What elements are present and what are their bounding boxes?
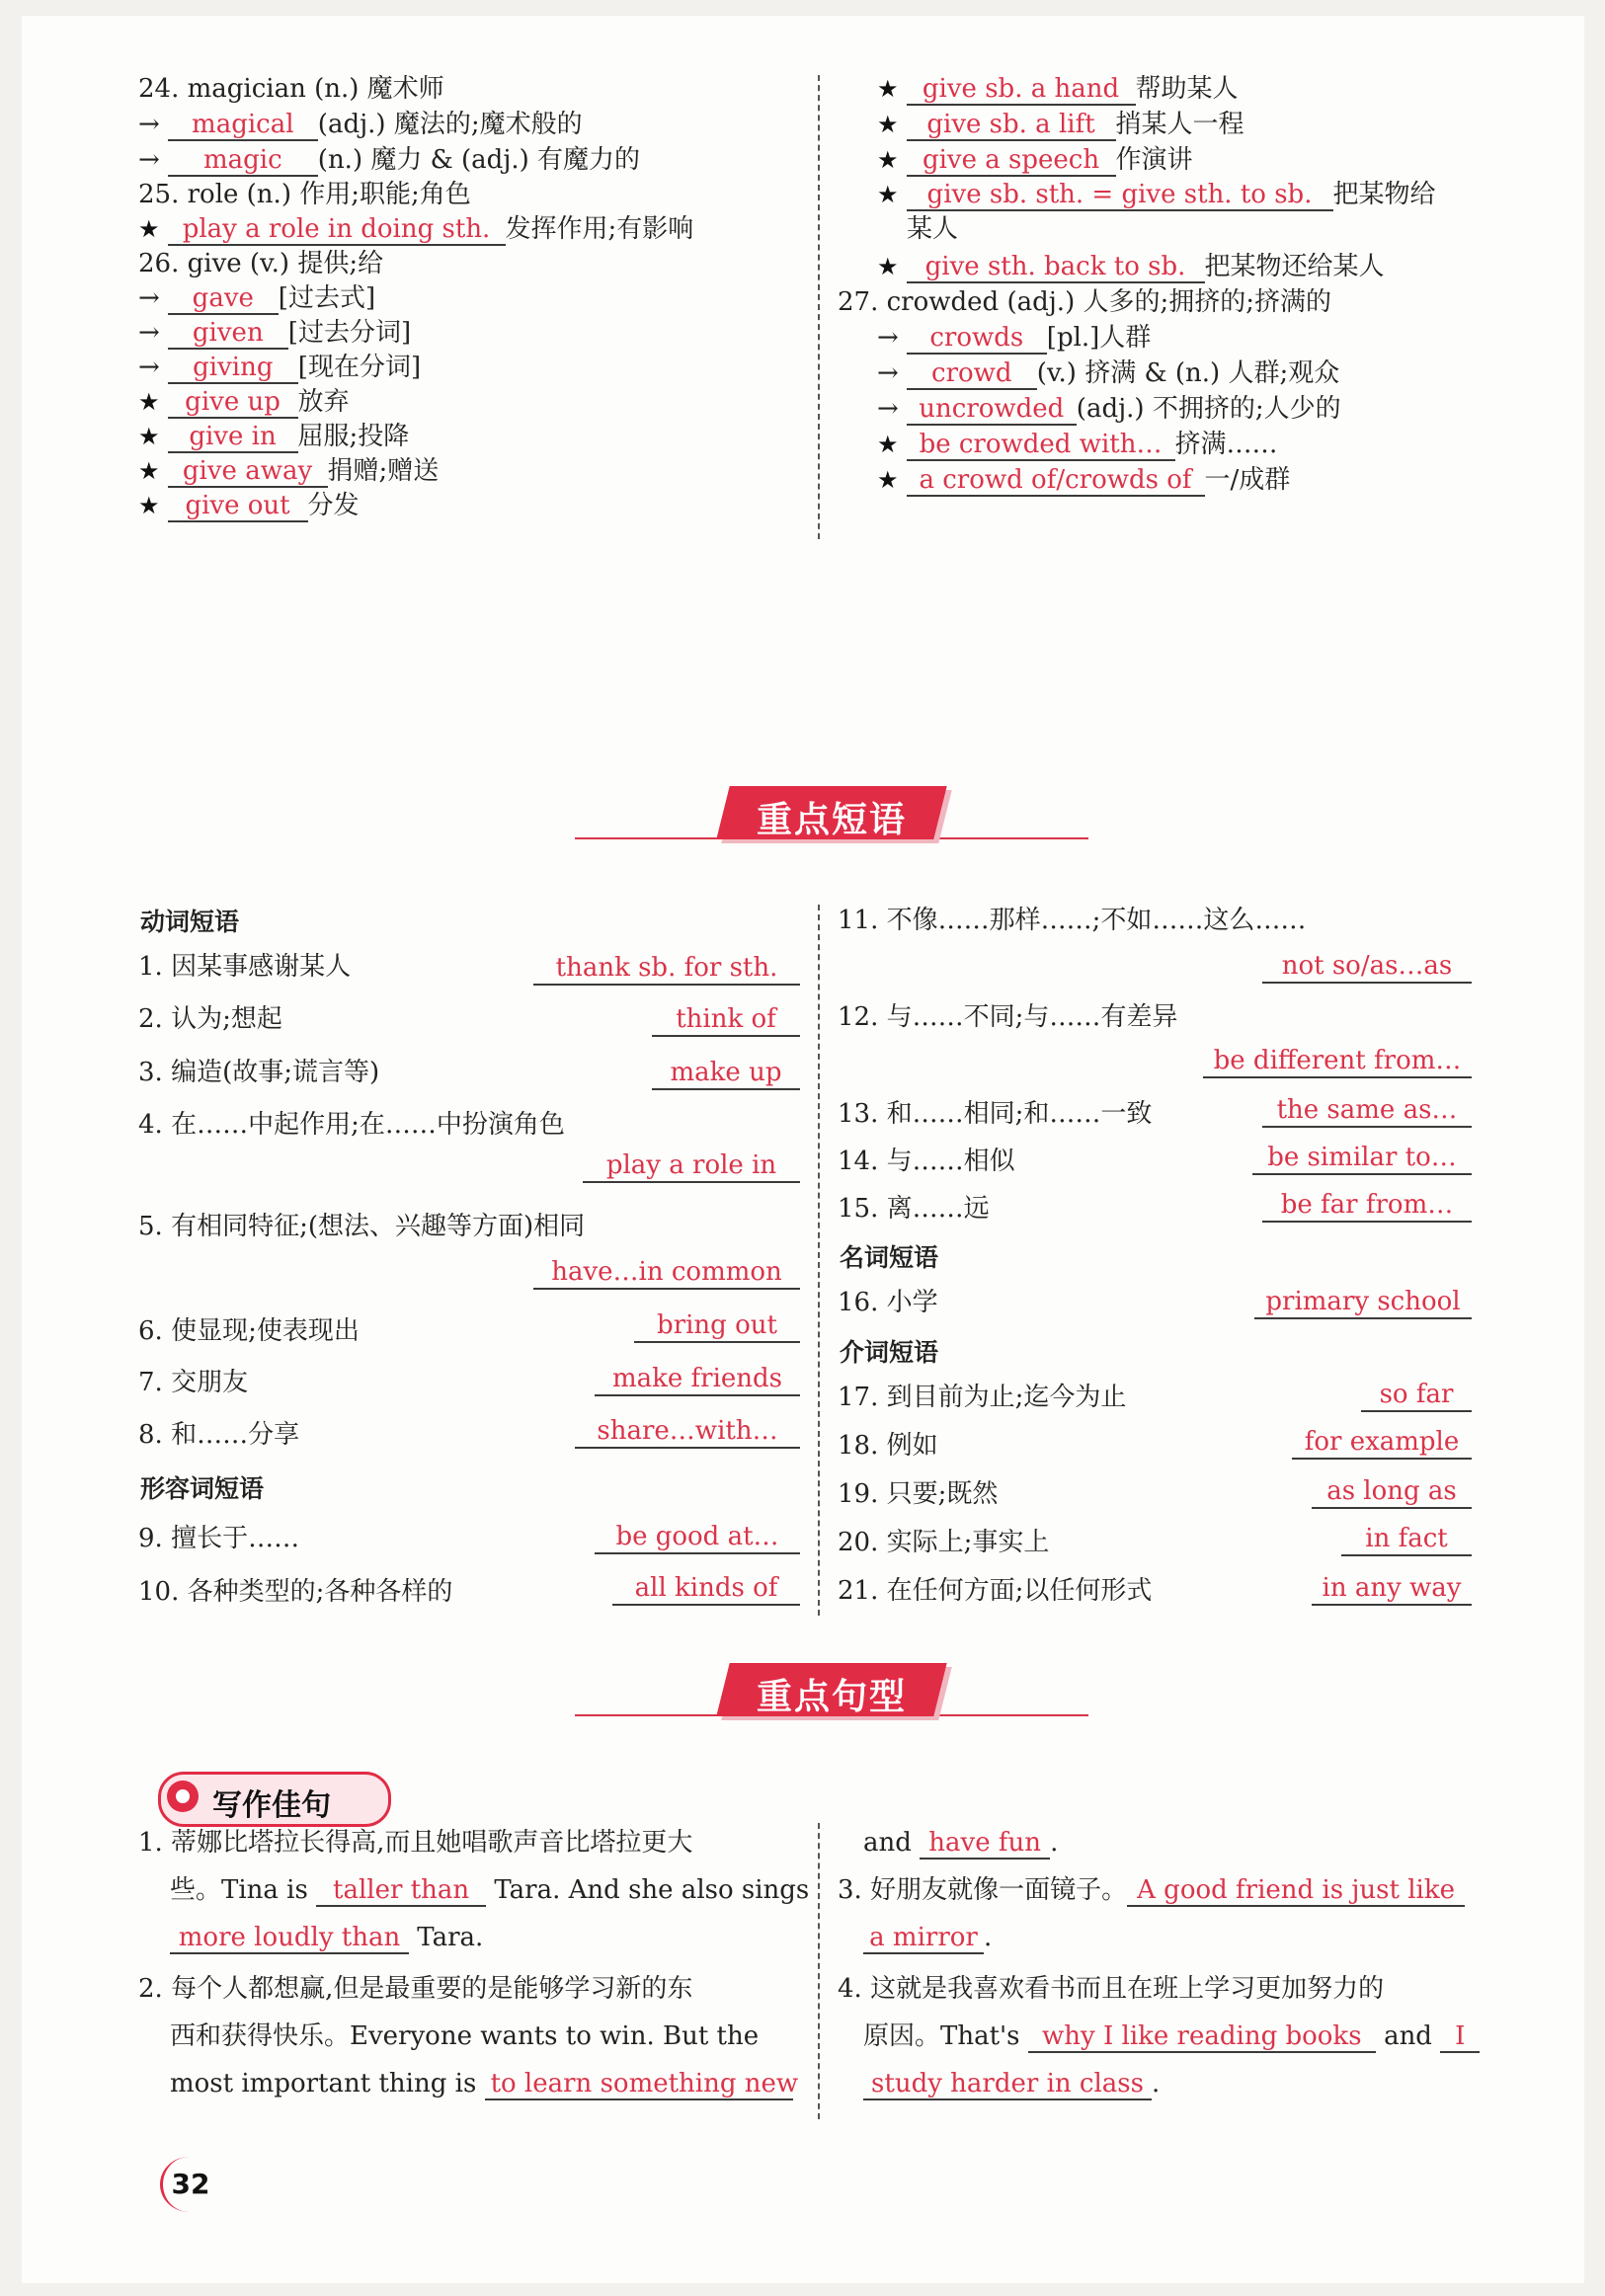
phrase-answer: all kinds of [612, 1572, 800, 1606]
phrase-answer: play a role in [583, 1149, 800, 1183]
phrase-item: 10. 各种类型的;各种各样的 [138, 1577, 453, 1607]
answer-blank: more loudly than [170, 1923, 409, 1954]
sentence-line: 原因。That's why I like reading books and I [863, 2019, 1480, 2054]
phrase-item: 18. 例如 [838, 1431, 938, 1461]
vocab-item: ★ give out 分发 [138, 491, 360, 520]
sentence-line: study harder in class . [863, 2066, 1160, 2101]
adjective-phrases-heading: 形容词短语 [140, 1474, 265, 1503]
phrase-answer: think of [652, 1003, 800, 1037]
phrase-answer: be similar to… [1252, 1142, 1472, 1175]
phrase-answer: be far from… [1262, 1189, 1472, 1223]
sentence-line: 些。Tina is taller than Tara. And she also sings [170, 1875, 810, 1905]
vocab-head-27: 27. crowded (adj.) 人多的;拥挤的;挤满的 [838, 287, 1331, 317]
phrase-item: 7. 交朋友 [138, 1368, 249, 1397]
answer-blank: a crowd of/crowds of [907, 465, 1205, 497]
answer-blank: give sb. sth. = give sth. to sb. [907, 180, 1333, 211]
vocab-head-24: 24. magician (n.) 魔术师 [138, 74, 444, 104]
star-icon: ★ [138, 423, 160, 450]
phrase-answer: the same as… [1262, 1094, 1472, 1128]
answer-blank: give sb. a hand [907, 74, 1136, 106]
arrow-icon: → [138, 145, 160, 175]
preposition-phrases-heading: 介词短语 [840, 1338, 939, 1367]
phrase-item: 8. 和……分享 [138, 1420, 300, 1450]
answer-blank: give out [168, 491, 308, 522]
answer-blank: magic [168, 145, 318, 177]
answer-blank: magical [168, 110, 318, 141]
sentence-line: and have fun . [863, 1828, 1059, 1858]
vocab-item: → uncrowded (adj.) 不拥挤的;人少的 [877, 394, 1341, 424]
phrase-answer: have…in common [533, 1256, 800, 1290]
column-divider [818, 75, 820, 539]
sentence-line: more loudly than Tara. [170, 1920, 483, 1955]
answer-blank: to learn something new [485, 2069, 793, 2100]
answer-blank: give sb. a lift [907, 110, 1116, 141]
answer-blank: crowd [907, 358, 1037, 390]
phrase-item: 20. 实际上;事实上 [838, 1528, 1050, 1557]
phrase-answer: in fact [1341, 1523, 1472, 1556]
answer-blank: why I like reading books [1028, 2021, 1376, 2053]
star-icon: ★ [138, 492, 160, 519]
vocab-item: ★ give up 放弃 [138, 387, 350, 417]
answer-blank: be crowded with… [907, 430, 1175, 461]
vocab-item: → crowds [pl.]人群 [877, 323, 1152, 353]
answer-blank: A good friend is just like [1127, 1875, 1465, 1907]
arrow-icon: → [138, 318, 160, 348]
answer-blank: uncrowded [907, 394, 1077, 426]
answer-blank: give away [168, 456, 328, 488]
phrase-answer: for example [1292, 1426, 1472, 1460]
vocab-head-25: 25. role (n.) 作用;职能;角色 [138, 180, 471, 209]
star-icon: ★ [877, 146, 899, 174]
phrase-answer: be good at… [595, 1521, 800, 1554]
phrase-answer: thank sb. for sth. [533, 952, 800, 986]
answer-blank: give up [168, 387, 298, 419]
star-icon: ★ [138, 388, 160, 416]
phrase-item: 21. 在任何方面;以任何形式 [838, 1576, 1153, 1606]
vocab-item: → giving [现在分词] [138, 353, 422, 382]
section-title: 重点短语 [756, 800, 907, 840]
vocab-item: ★ be crowded with… 挤满…… [877, 430, 1278, 459]
vocab-item: ★ give a speech 作演讲 [877, 145, 1193, 175]
badge-label: 写作佳句 [212, 1788, 331, 1823]
answer-blank: study harder in class [863, 2069, 1152, 2100]
vocab-item: → crowd (v.) 挤满 & (n.) 人群;观众 [877, 358, 1340, 388]
sentence-text: 1. 蒂娜比塔拉长得高,而且她唱歌声音比塔拉更大 [138, 1828, 693, 1858]
phrase-item: 14. 与……相似 [838, 1147, 1015, 1176]
phrase-answer: make up [652, 1057, 800, 1090]
phrase-answer: not so/as…as [1262, 950, 1472, 984]
phrase-answer: share…with… [575, 1415, 800, 1449]
star-icon: ★ [138, 457, 160, 485]
vocab-item: ★ give in 屈服;投降 [138, 422, 410, 451]
arrow-icon: → [877, 323, 899, 353]
phrase-item: 9. 擅长于…… [138, 1524, 300, 1553]
phrase-item: 1. 因某事感谢某人 [138, 952, 352, 982]
answer-blank: give sth. back to sb. [907, 252, 1205, 283]
section-title: 重点句型 [756, 1677, 907, 1717]
arrow-icon: → [138, 283, 160, 313]
phrase-answer: in any way [1312, 1572, 1472, 1606]
answer-blank: I [1440, 2021, 1480, 2053]
answer-blank: crowds [907, 323, 1047, 355]
target-icon [167, 1781, 199, 1812]
workbook-page [22, 16, 1584, 2283]
phrase-answer: make friends [595, 1363, 800, 1396]
phrase-item: 13. 和……相同;和……一致 [838, 1099, 1153, 1129]
arrow-icon: → [877, 394, 899, 424]
phrase-answer: as long as [1312, 1475, 1472, 1509]
vocab-item: ★ a crowd of/crowds of 一/成群 [877, 465, 1291, 495]
page-number: 32 [160, 2157, 218, 2212]
answer-blank: giving [168, 353, 298, 384]
star-icon: ★ [877, 431, 899, 458]
vocab-item: ★ give away 捐赠;赠送 [138, 456, 440, 486]
star-icon: ★ [877, 75, 899, 103]
answer-blank: play a role in doing sth. [168, 214, 506, 246]
sentence-text: 2. 每个人都想赢,但是最重要的是能够学习新的东 [138, 1974, 693, 2004]
phrase-item: 16. 小学 [838, 1288, 938, 1317]
phrase-item: 15. 离……远 [838, 1194, 990, 1224]
vocab-item: → magic (n.) 魔力 & (adj.) 有魔力的 [138, 145, 641, 175]
sentence-text: 4. 这就是我喜欢看书而且在班上学习更加努力的 [838, 1974, 1385, 2004]
phrase-answer: bring out [634, 1309, 800, 1343]
answer-blank: given [168, 318, 288, 350]
arrow-icon: → [877, 358, 899, 388]
vocab-item: ★ give sth. back to sb. 把某物还给某人 [877, 252, 1385, 281]
phrase-answer: primary school [1254, 1286, 1472, 1319]
arrow-icon: → [138, 353, 160, 382]
arrow-icon: → [138, 110, 160, 139]
phrase-item: 12. 与……不同;与……有差异 [838, 1002, 1178, 1032]
phrase-answer: so far [1361, 1379, 1472, 1412]
star-icon: ★ [877, 466, 899, 494]
phrase-item: 5. 有相同特征;(想法、兴趣等方面)相同 [138, 1212, 586, 1241]
column-divider [818, 1823, 820, 2119]
answer-blank: taller than [316, 1875, 486, 1907]
star-icon: ★ [877, 111, 899, 138]
writing-badge [158, 1772, 391, 1827]
sentence-line: 3. 好朋友就像一面镜子。 A good friend is just like [838, 1872, 1465, 1908]
verb-phrases-heading: 动词短语 [140, 908, 240, 936]
answer-blank: give in [168, 422, 298, 453]
vocab-item: ★ give sb. a lift 捎某人一程 [877, 110, 1244, 139]
vocab-item: ★ give sb. a hand 帮助某人 [877, 74, 1239, 104]
sentence-text: 西和获得快乐。Everyone wants to win. But the [170, 2021, 760, 2051]
answer-blank: gave [168, 283, 279, 315]
sentence-line: a mirror . [863, 1920, 992, 1955]
vocab-head-26: 26. give (v.) 提供;给 [138, 249, 384, 278]
column-divider [818, 905, 820, 1616]
star-icon: ★ [877, 253, 899, 280]
noun-phrases-heading: 名词短语 [840, 1243, 939, 1272]
section-banner-sentences [575, 1663, 1088, 1722]
phrase-item: 4. 在……中起作用;在……中扮演角色 [138, 1110, 565, 1140]
vocab-item: → magical (adj.) 魔法的;魔术般的 [138, 110, 583, 139]
star-icon: ★ [877, 181, 899, 208]
vocab-item: ★ give sb. sth. = give sth. to sb. 把某物给 [877, 180, 1436, 209]
vocab-item: → given [过去分词] [138, 318, 412, 348]
phrase-item: 3. 编造(故事;谎言等) [138, 1058, 380, 1087]
phrase-item: 2. 认为;想起 [138, 1004, 282, 1034]
phrase-item: 17. 到目前为止;迄今为止 [838, 1383, 1127, 1412]
answer-blank: give a speech [907, 145, 1116, 177]
sentence-line: most important thing is to learn something new [170, 2069, 799, 2098]
vocab-item: → gave [过去式] [138, 283, 376, 313]
phrase-item: 19. 只要;既然 [838, 1479, 999, 1509]
section-banner-phrases [575, 786, 1088, 845]
star-icon: ★ [138, 215, 160, 243]
phrase-answer: be different from… [1203, 1045, 1472, 1078]
answer-blank: a mirror [863, 1923, 984, 1954]
vocab-continuation: 某人 [907, 214, 959, 244]
answer-blank: have fun [920, 1828, 1050, 1860]
vocab-item: ★ play a role in doing sth. 发挥作用;有影响 [138, 214, 694, 244]
phrase-item: 6. 使显现;使表现出 [138, 1316, 360, 1346]
phrase-item: 11. 不像……那样……;不如……这么…… [838, 906, 1307, 935]
